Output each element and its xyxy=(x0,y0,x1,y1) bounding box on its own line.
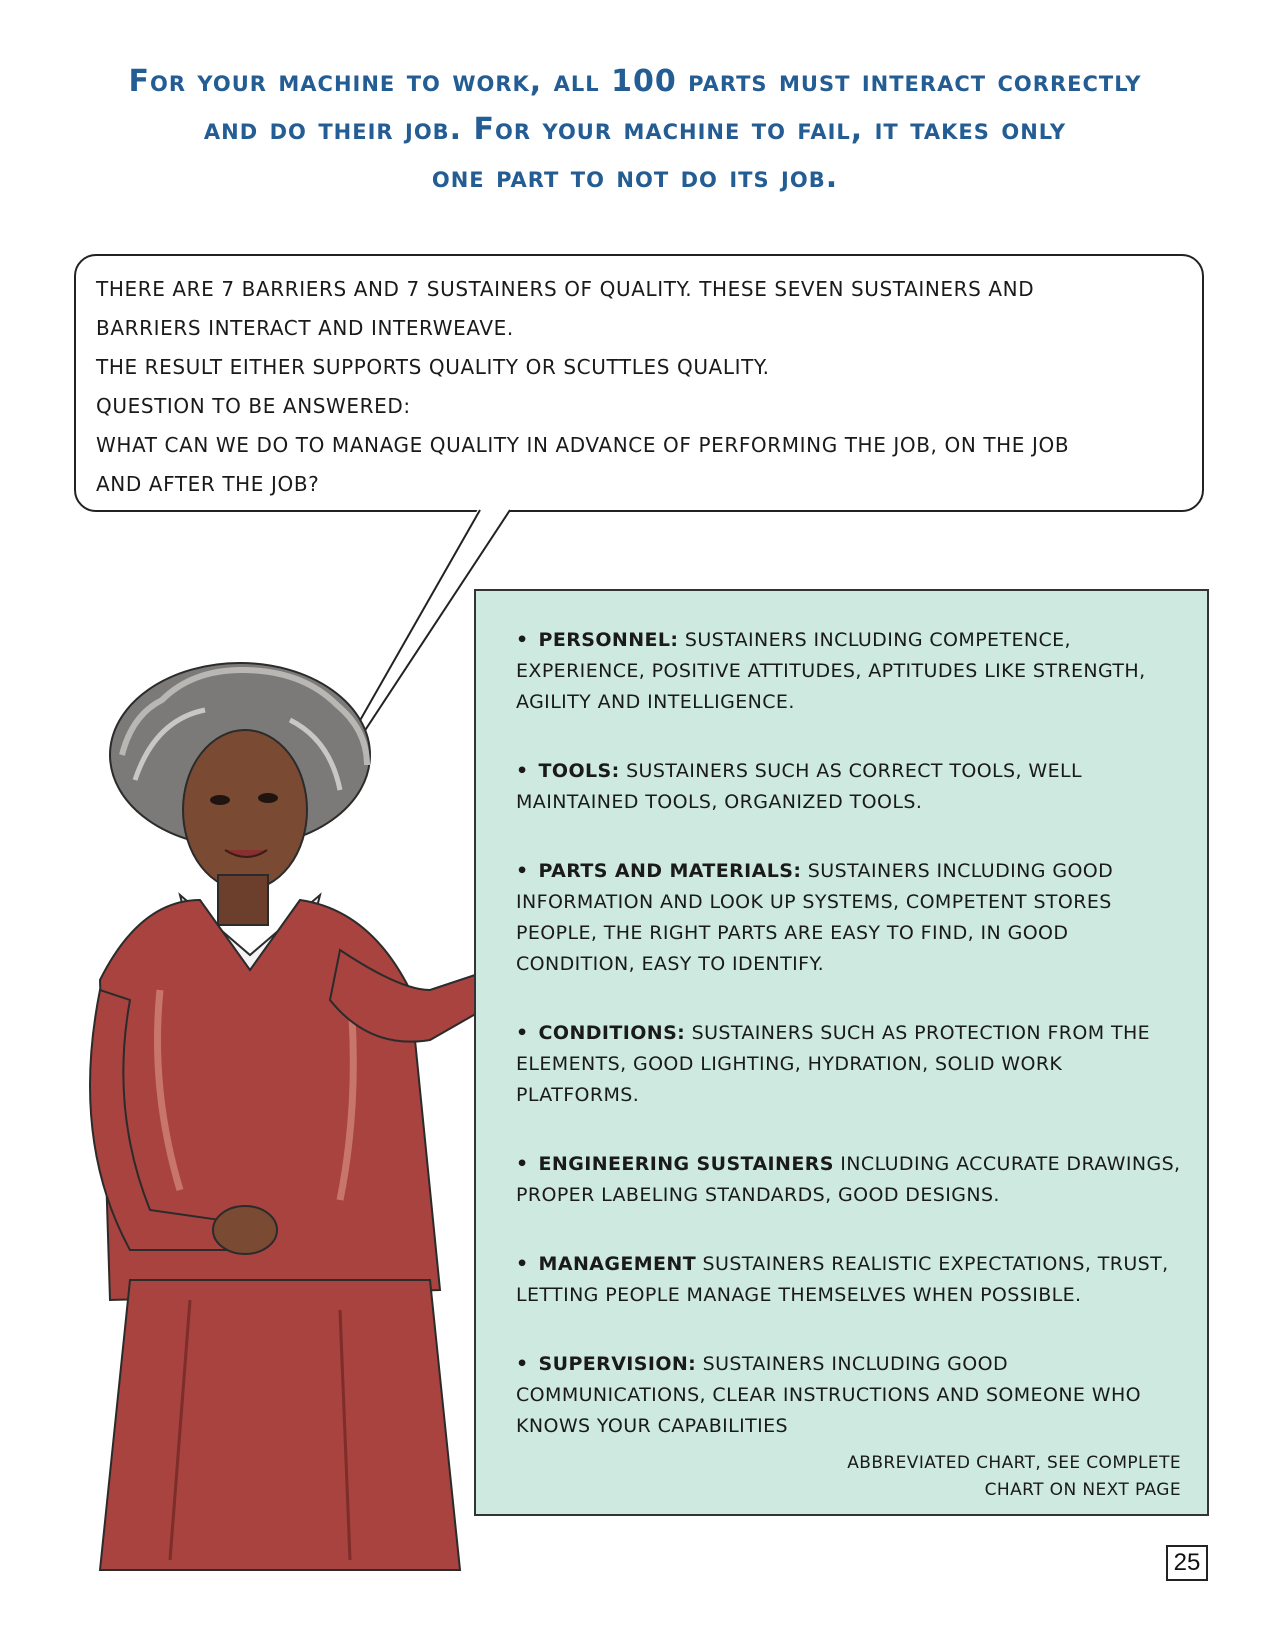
item-text: CONDITION, EASY TO IDENTIFY. xyxy=(516,953,825,975)
item-text: MAINTAINED TOOLS, ORGANIZED TOOLS. xyxy=(516,791,923,813)
headline-line: one part to not do its job. xyxy=(431,160,839,195)
item-text: EXPERIENCE, POSITIVE ATTITUDES, APTITUDES LIKE STRENGTH, xyxy=(516,660,1146,682)
bubble-line: THERE ARE 7 BARRIERS AND 7 SUSTAINERS OF QUALITY. THESE SEVEN SUSTAINERS AND xyxy=(96,277,1035,301)
bubble-line: QUESTION TO BE ANSWERED: xyxy=(96,394,411,418)
sustainer-item xyxy=(516,756,1181,818)
sustainer-item xyxy=(516,1018,1181,1111)
item-text: SUSTAINERS INCLUDING GOOD xyxy=(702,1353,1009,1375)
speech-bubble xyxy=(74,254,1204,512)
item-text: INFORMATION AND LOOK UP SYSTEMS, COMPETENT STORES xyxy=(516,891,1112,913)
item-text: PLATFORMS. xyxy=(516,1084,640,1106)
item-text: AGILITY AND INTELLIGENCE. xyxy=(516,691,795,713)
headline xyxy=(60,58,1210,202)
item-text: SUSTAINERS INCLUDING GOOD xyxy=(807,860,1114,882)
bullet-icon: • xyxy=(516,1253,529,1275)
sustainer-item xyxy=(516,625,1181,718)
abbreviated-chart-note xyxy=(847,1450,1181,1504)
bullet-icon: • xyxy=(516,1153,529,1175)
item-text: KNOWS YOUR CAPABILITIES xyxy=(516,1415,788,1437)
item-text: SUSTAINERS SUCH AS CORRECT TOOLS, WELL xyxy=(626,760,1082,782)
bullet-icon: • xyxy=(516,629,529,651)
bubble-line: AND AFTER THE JOB? xyxy=(96,472,320,496)
page-number: 25 xyxy=(1166,1545,1208,1581)
bullet-icon: • xyxy=(516,1022,529,1044)
sustainer-item xyxy=(516,1349,1181,1442)
bullet-icon: • xyxy=(516,860,529,882)
bullet-icon: • xyxy=(516,760,529,782)
item-text: SUSTAINERS REALISTIC EXPECTATIONS, TRUST, xyxy=(702,1253,1169,1275)
item-key: TOOLS: xyxy=(538,760,620,782)
note-line: CHART ON NEXT PAGE xyxy=(984,1480,1181,1500)
item-key: MANAGEMENT xyxy=(538,1253,697,1275)
bullet-icon: • xyxy=(516,1353,529,1375)
item-text: SUSTAINERS INCLUDING COMPETENCE, xyxy=(684,629,1071,651)
note-line: ABBREVIATED CHART, SEE COMPLETE xyxy=(847,1453,1181,1473)
sustainer-item xyxy=(516,1149,1181,1211)
item-text: COMMUNICATIONS, CLEAR INSTRUCTIONS AND SOMEONE WHO xyxy=(516,1384,1142,1406)
item-key: PERSONNEL: xyxy=(538,629,679,651)
item-text: INCLUDING ACCURATE DRAWINGS, xyxy=(840,1153,1181,1175)
bubble-line: THE RESULT EITHER SUPPORTS QUALITY OR SCUTTLES QUALITY. xyxy=(96,355,770,379)
bubble-line: WHAT CAN WE DO TO MANAGE QUALITY IN ADVANCE OF PERFORMING THE JOB, ON THE JOB xyxy=(96,433,1070,457)
item-key: ENGINEERING SUSTAINERS xyxy=(538,1153,834,1175)
item-text: ELEMENTS, GOOD LIGHTING, HYDRATION, SOLID WORK xyxy=(516,1053,1063,1075)
item-text: LETTING PEOPLE MANAGE THEMSELVES WHEN POSSIBLE. xyxy=(516,1284,1082,1306)
headline-line: For your machine to work, all 100 parts must interact correctly xyxy=(128,64,1142,99)
item-text: SUSTAINERS SUCH AS PROTECTION FROM THE xyxy=(691,1022,1151,1044)
sustainer-item xyxy=(516,1249,1181,1311)
sustainers-panel xyxy=(474,589,1209,1516)
item-key: CONDITIONS: xyxy=(538,1022,686,1044)
item-key: PARTS AND MATERIALS: xyxy=(538,860,802,882)
item-key: SUPERVISION: xyxy=(538,1353,697,1375)
item-text: PEOPLE, THE RIGHT PARTS ARE EASY TO FIND, IN GOOD xyxy=(516,922,1069,944)
sustainer-item xyxy=(516,856,1181,980)
item-text: PROPER LABELING STANDARDS, GOOD DESIGNS. xyxy=(516,1184,1000,1206)
headline-line: and do their job. For your machine to fail, it takes only xyxy=(203,112,1067,147)
bubble-line: BARRIERS INTERACT AND INTERWEAVE. xyxy=(96,316,514,340)
